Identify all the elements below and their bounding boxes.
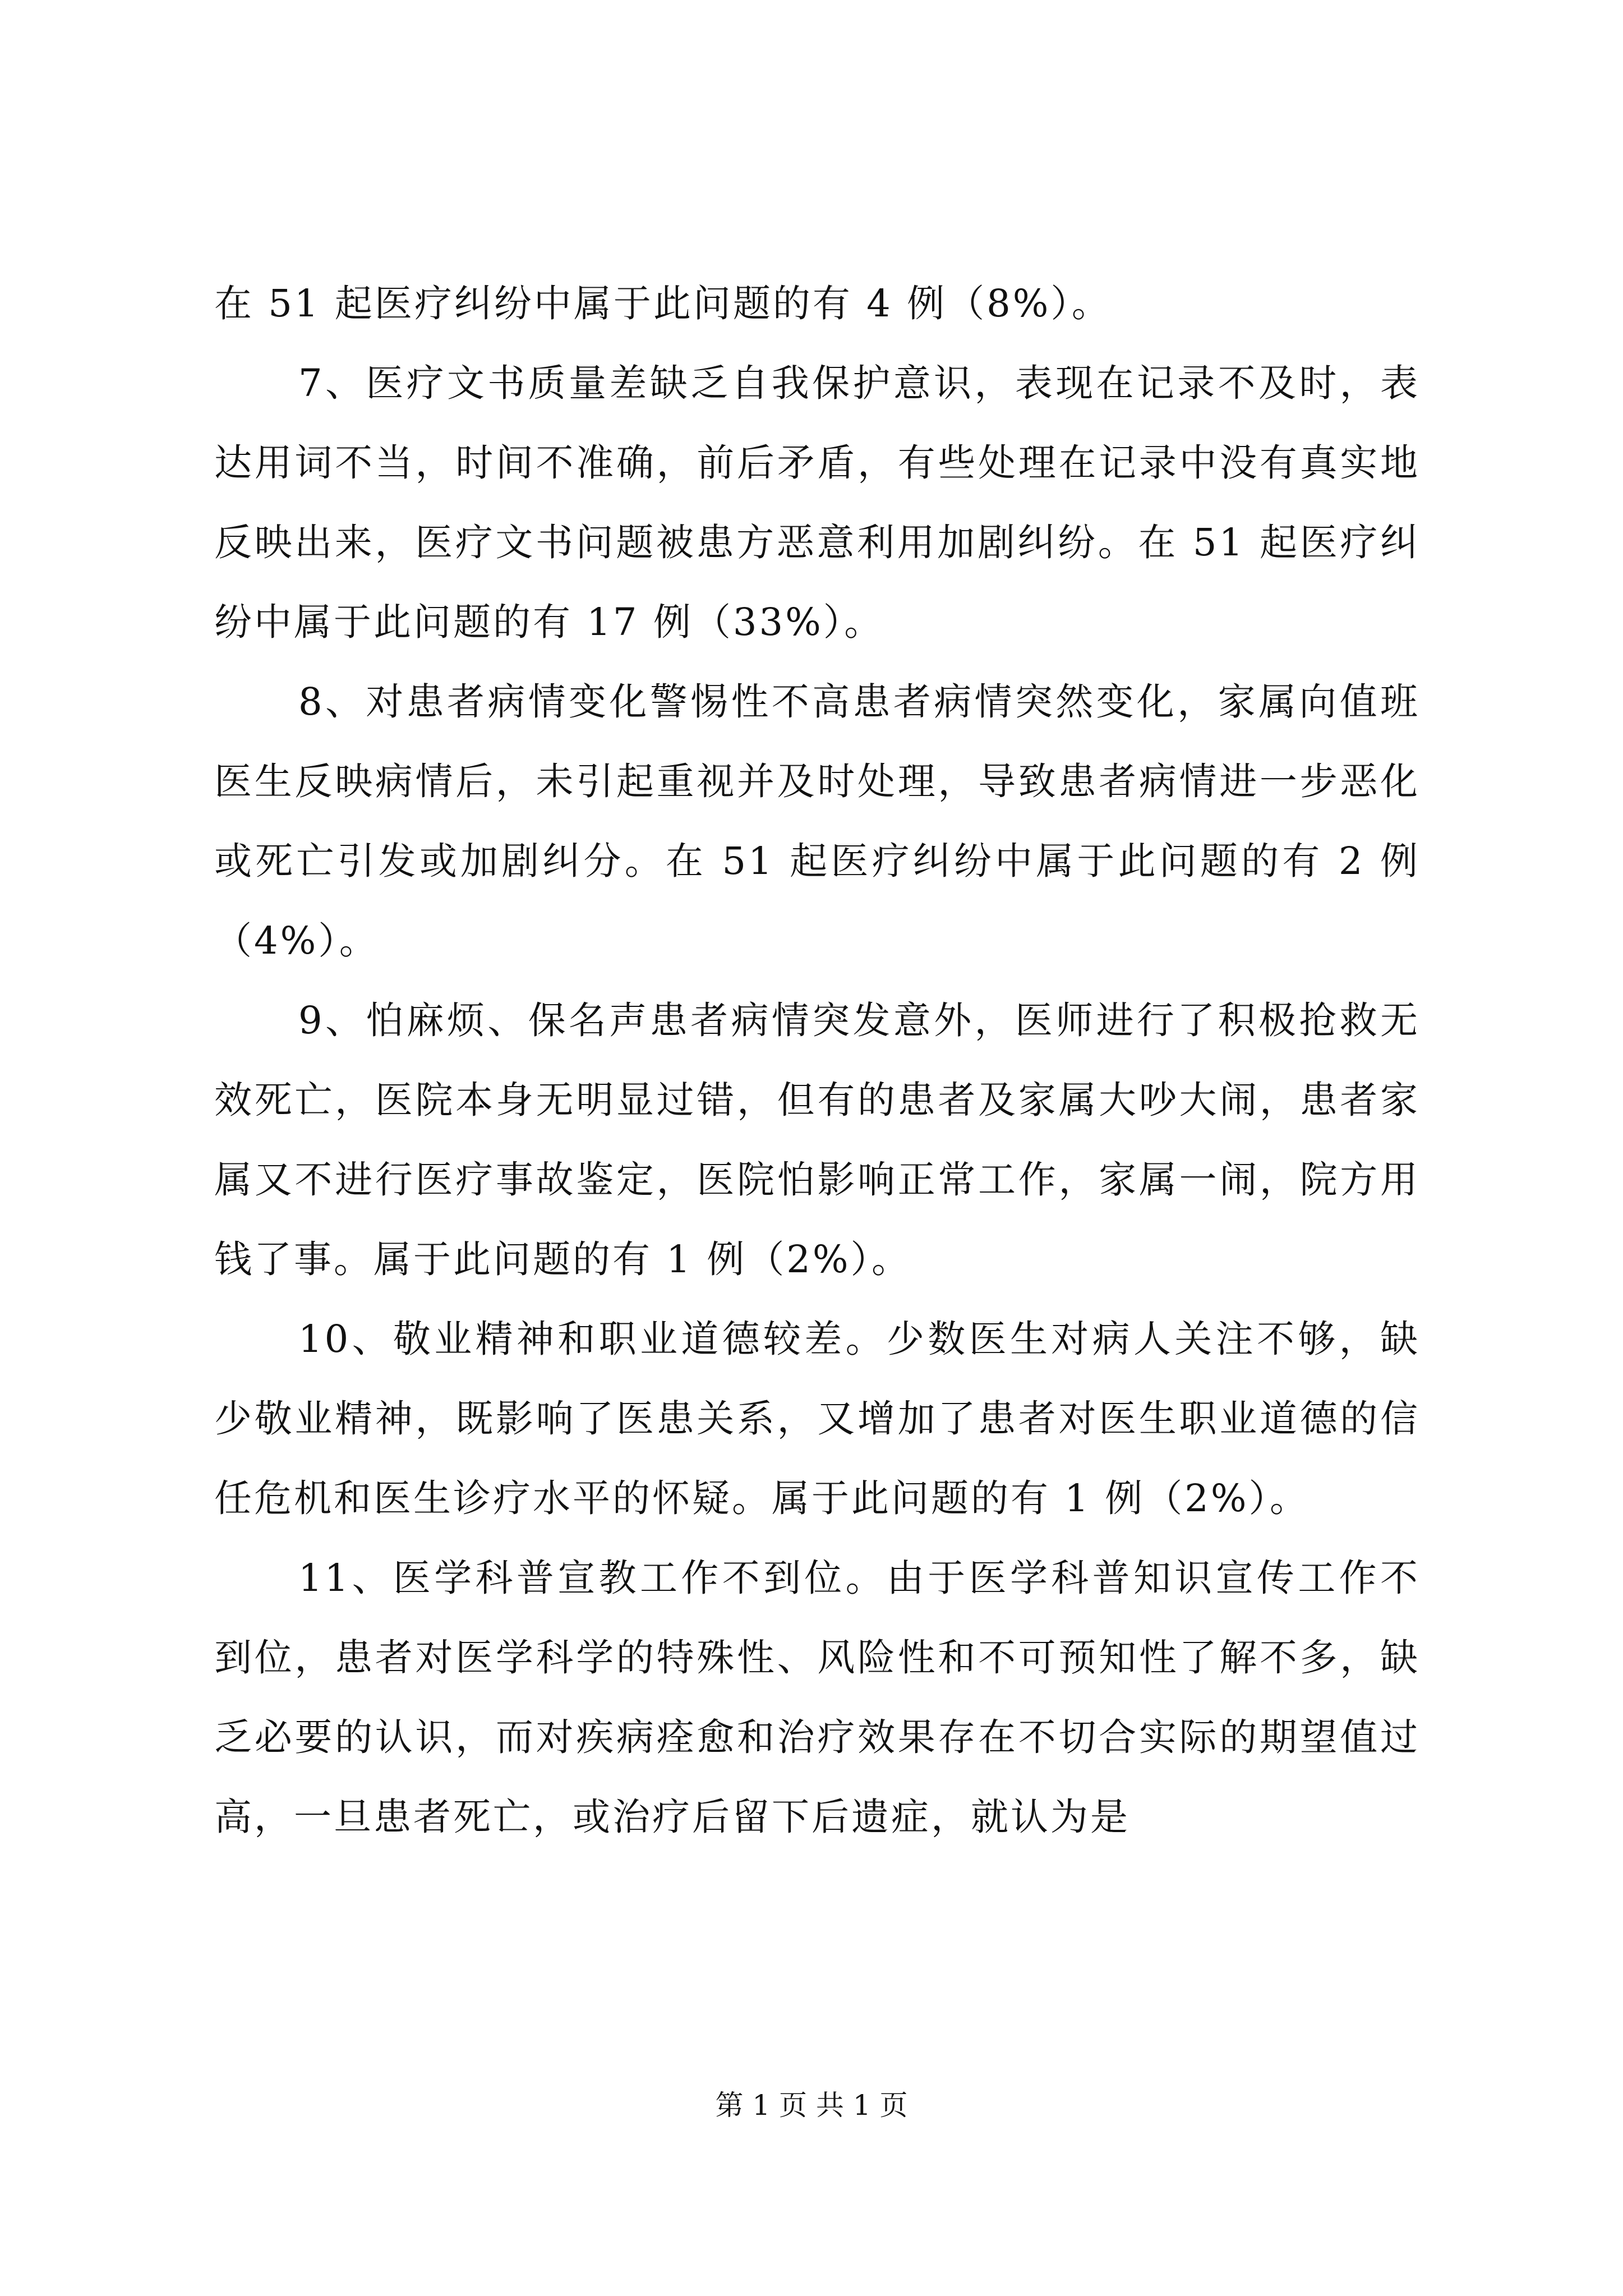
paragraph-item-9: 9、怕麻烦、保名声患者病情突发意外，医师进行了积极抢救无效死亡，医院本身无明显过错，但有的患者及家属大吵大闹，患者家属又不进行医疗事故鉴定，医院怕影响正常工作，家属一闹，院方用钱了事。属于此问题的有 1 例（2%）。 xyxy=(214,999,1420,1281)
paragraph-item-8: 8、对患者病情变化警惕性不高患者病情突然变化，家属向值班医生反映病情后，未引起重视并及时处理，导致患者病情进一步恶化或死亡引发或加剧纠分。在 51 起医疗纠纷中属于此问题的有 2 例（4%）。 xyxy=(214,680,1420,963)
paragraph-continuation: 在 51 起医疗纠纷中属于此问题的有 4 例（8%）。 xyxy=(214,282,1112,325)
paragraph-item-11: 11、医学科普宣教工作不到位。由于医学科普知识宣传工作不到位，患者对医学科学的特殊性、风险性和不可预知性了解不多，缺乏必要的认识，而对疾病痊愈和治疗效果存在不切合实际的期望值过高，一旦患者死亡，或治疗后留下后遗症，就认为是 xyxy=(214,1556,1420,1839)
page-footer: 第 1 页 共 1 页 xyxy=(715,2089,908,2122)
paragraph-item-10: 10、敬业精神和职业道德较差。少数医生对病人关注不够，缺少敬业精神，既影响了医患关系，又增加了患者对医生职业道德的信任危机和医生诊疗水平的怀疑。属于此问题的有 1 例（2%）。 xyxy=(214,1317,1420,1520)
paragraph-item-7: 7、医疗文书质量差缺乏自我保护意识，表现在记录不及时，表达用词不当，时间不准确，前后矛盾，有些处理在记录中没有真实地反映出来，医疗文书问题被患方恶意利用加剧纠纷。在 51 起医疗纠纷中属于此问题的有 17 例（33%）。 xyxy=(214,361,1420,644)
document-body xyxy=(214,264,1420,1857)
